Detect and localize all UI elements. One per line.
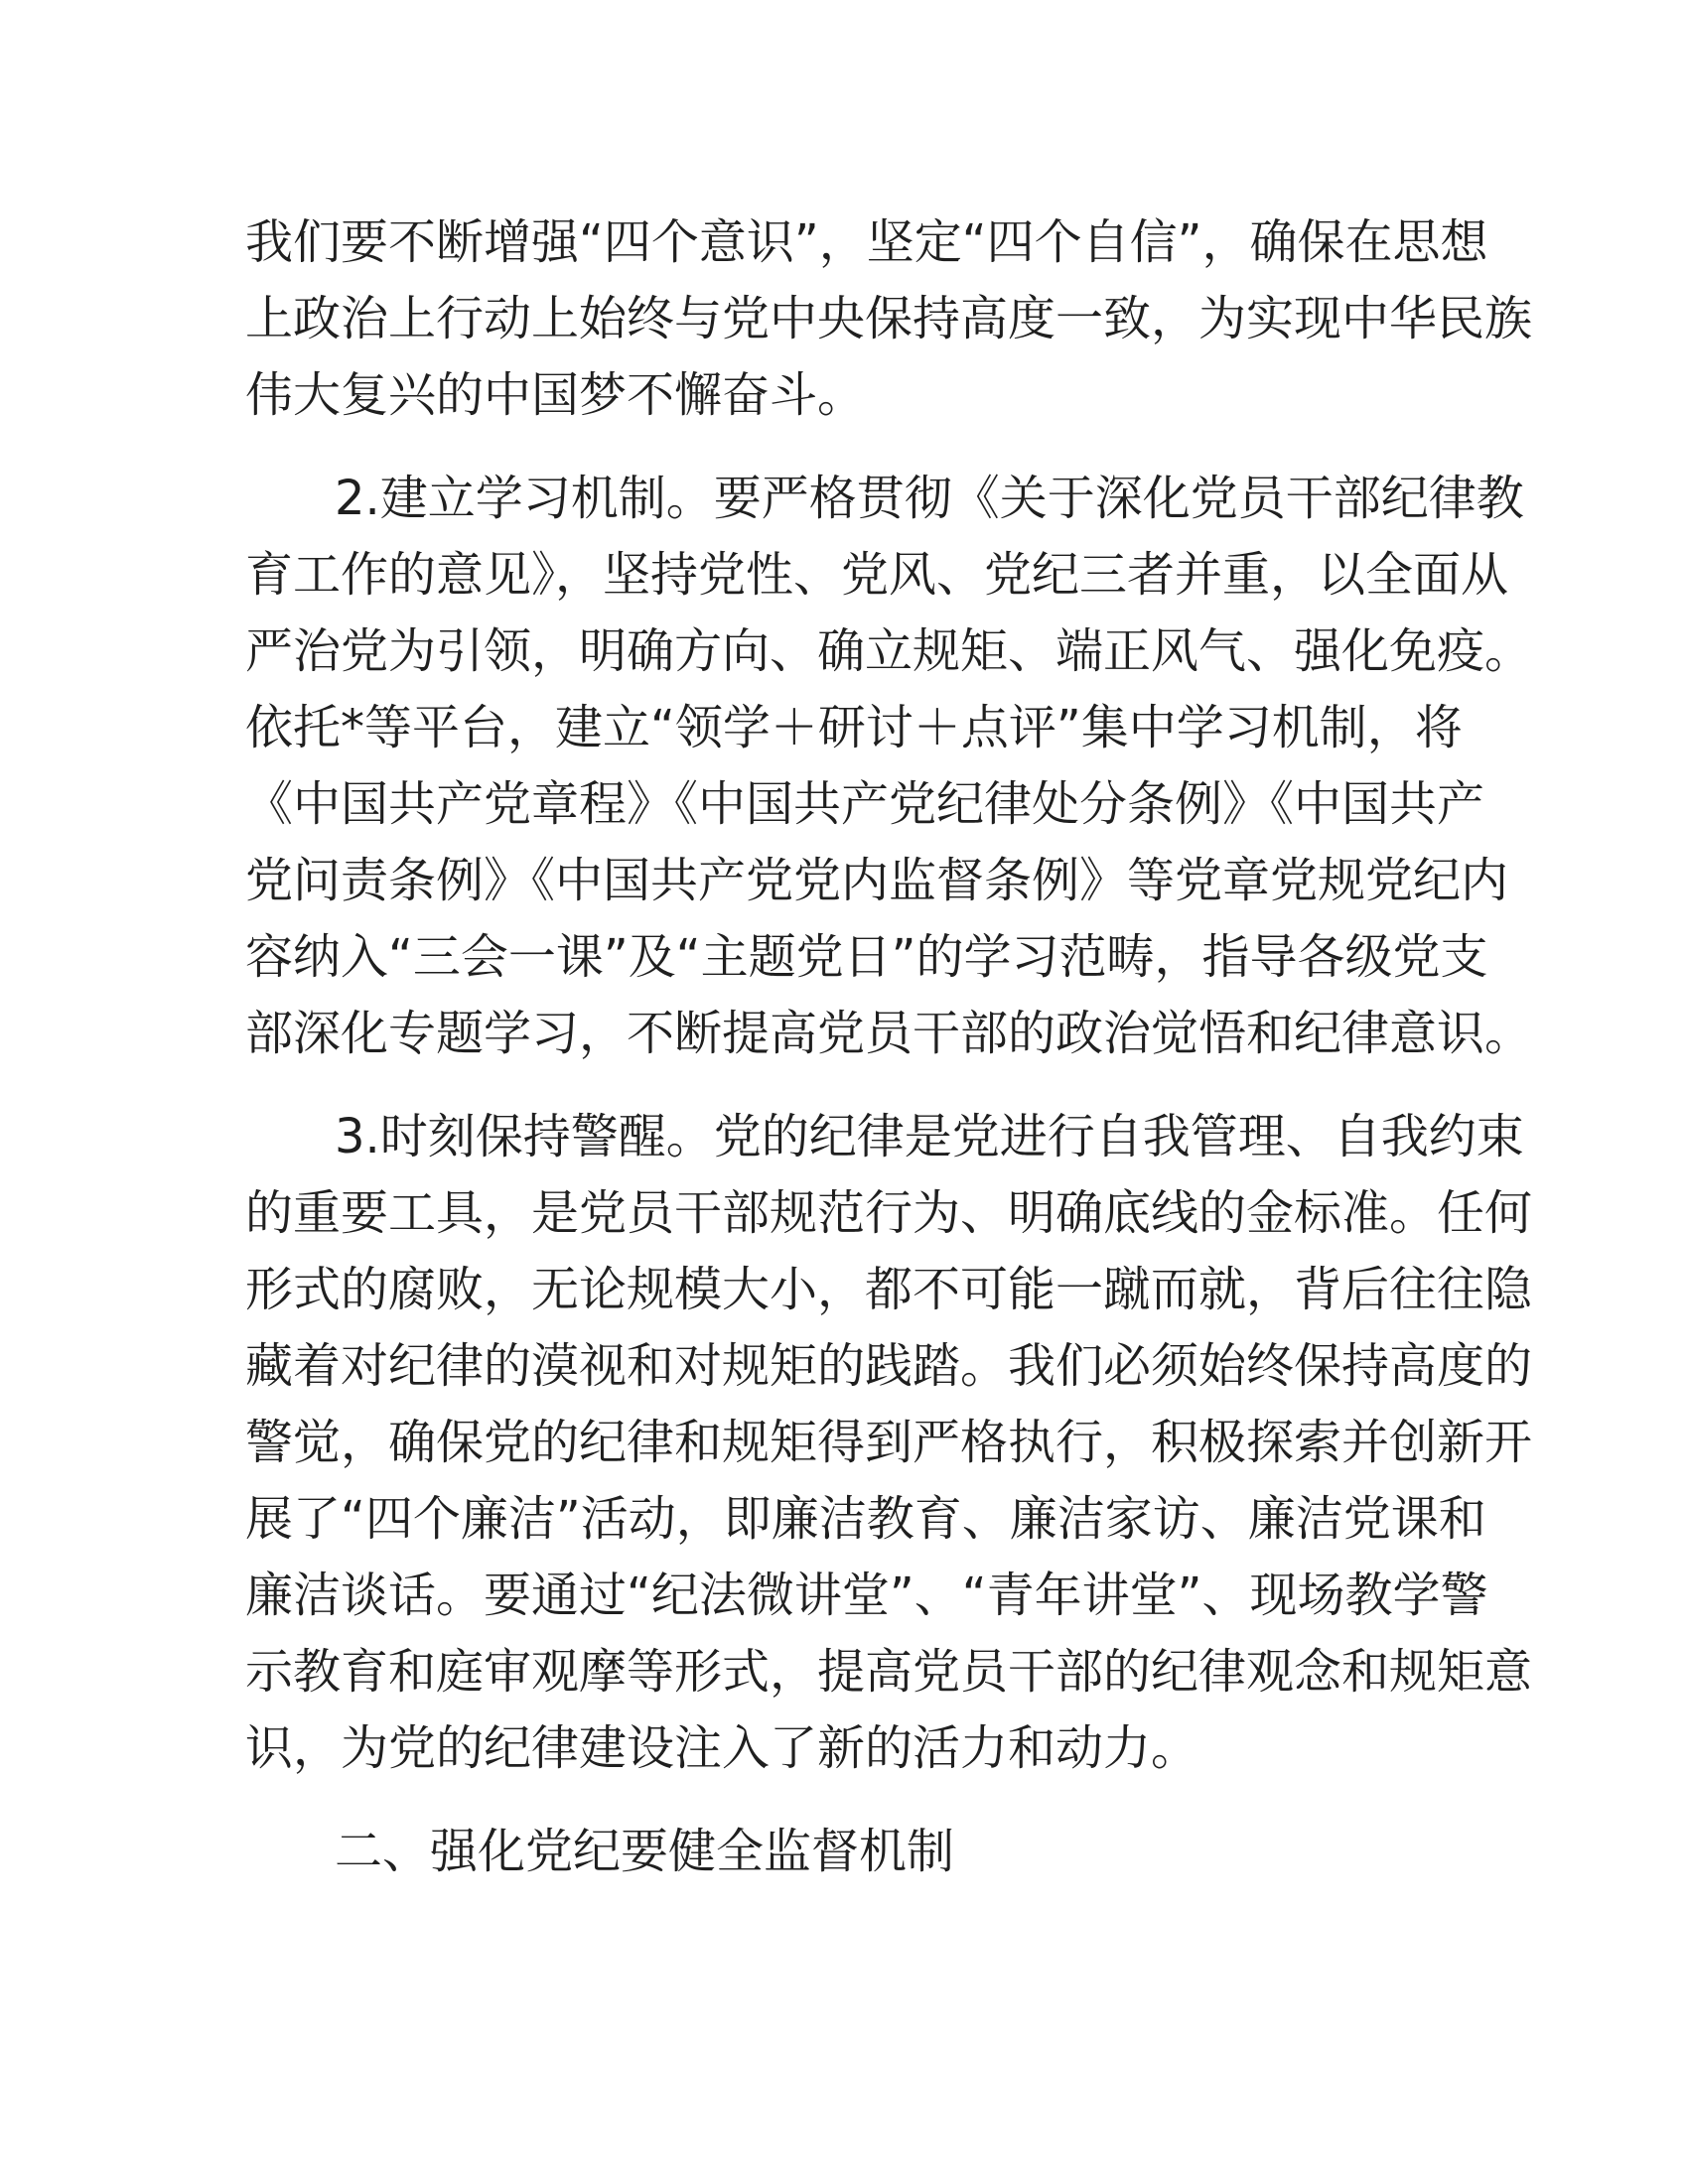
text-line: 《中国共产党章程》《中国共产党纪律处分条例》《中国共产 xyxy=(245,776,1485,832)
text-line: 的重要工具，是党员干部规范行为、明确底线的金标准。任何 xyxy=(245,1185,1533,1241)
paragraph-3 xyxy=(245,1099,1533,1787)
text-line: 2.建立学习机制。要严格贯彻《关于深化党员干部纪律教 xyxy=(335,471,1524,526)
text-line: 上政治上行动上始终与党中央保持高度一致，为实现中华民族 xyxy=(245,291,1533,346)
paragraph-2 xyxy=(245,461,1533,1072)
document-body xyxy=(245,205,1533,1890)
text-line: 3.时刻保持警醒。党的纪律是党进行自我管理、自我约束 xyxy=(335,1109,1524,1164)
paragraph-spacer xyxy=(245,1072,1437,1099)
text-line: 党问责条例》《中国共产党党内监督条例》等党章党规党纪内 xyxy=(245,853,1509,908)
text-line: 廉洁谈话。要通过“纪法微讲堂”、“青年讲堂”、现场教学警 xyxy=(245,1568,1488,1623)
text-line: 形式的腐败，无论规模大小，都不可能一蹴而就，背后往往隐 xyxy=(245,1262,1533,1317)
text-line: 严治党为引领，明确方向、确立规矩、端正风气、强化免疫。 xyxy=(245,623,1533,679)
section-heading xyxy=(245,1814,1437,1890)
text-line: 伟大复兴的中国梦不懈奋斗。 xyxy=(245,367,866,423)
text-line: 育工作的意见》，坚持党性、党风、党纪三者并重，以全面从 xyxy=(245,547,1509,603)
text-line: 容纳入“三会一课”及“主题党日”的学习范畴，指导各级党支 xyxy=(245,929,1488,985)
text-line: 我们要不断增强“四个意识”，坚定“四个自信”，确保在思想 xyxy=(245,214,1488,270)
paragraph-spacer xyxy=(245,1787,1437,1814)
text-line: 部深化专题学习，不断提高党员干部的政治觉悟和纪律意识。 xyxy=(245,1006,1533,1061)
text-line: 示教育和庭审观摩等形式，提高党员干部的纪律观念和规矩意 xyxy=(245,1644,1533,1700)
text-line: 识，为党的纪律建设注入了新的活力和动力。 xyxy=(245,1720,1199,1776)
heading-line: 二、强化党纪要健全监督机制 xyxy=(335,1824,955,1879)
text-line: 警觉，确保党的纪律和规矩得到严格执行，积极探索并创新开 xyxy=(245,1415,1533,1470)
text-line: 展了“四个廉洁”活动，即廉洁教育、廉洁家访、廉洁党课和 xyxy=(245,1491,1486,1547)
paragraph-spacer xyxy=(245,434,1437,461)
paragraph-1 xyxy=(245,205,1533,434)
text-line: 依托*等平台，建立“领学＋研讨＋点评”集中学习机制，将 xyxy=(245,700,1463,755)
text-line: 藏着对纪律的漠视和对规矩的践踏。我们必须始终保持高度的 xyxy=(245,1338,1533,1394)
